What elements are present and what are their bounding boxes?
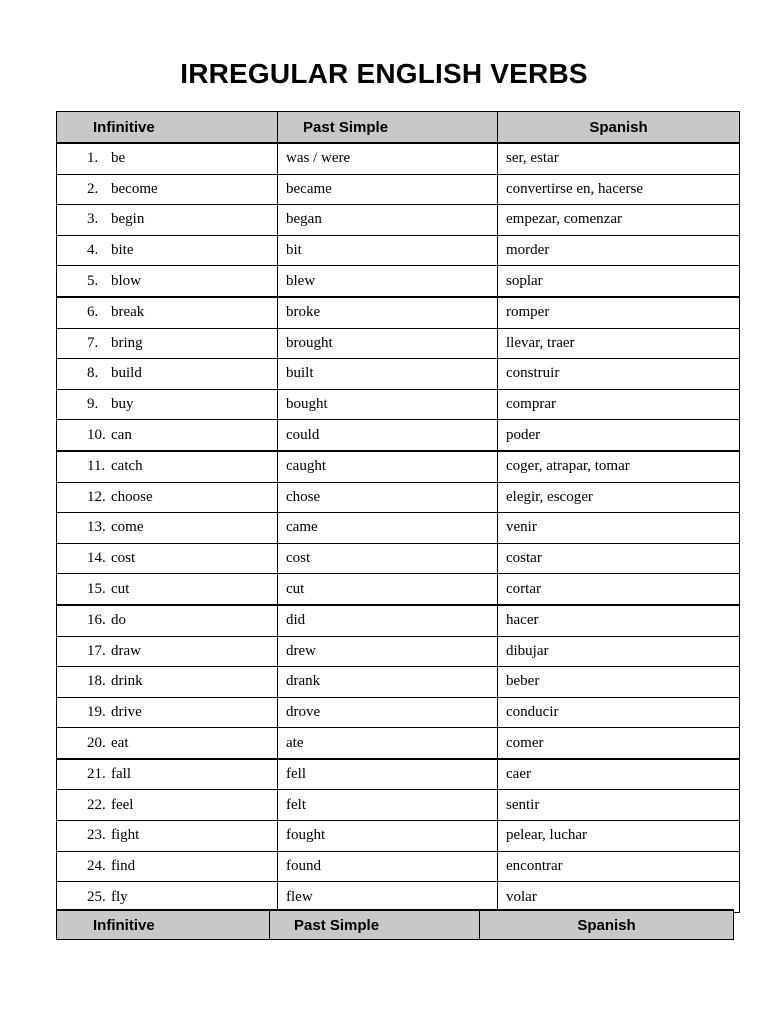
infinitive-cell <box>57 636 278 667</box>
infinitive-cell <box>57 605 278 636</box>
row-number: 18. <box>87 673 106 690</box>
infinitive-cell <box>57 359 278 390</box>
row-number: 19. <box>87 703 106 720</box>
past-simple-cell: fought <box>278 821 498 852</box>
row-number: 23. <box>87 827 106 844</box>
past-simple-cell: cost <box>278 543 498 574</box>
infinitive-text: come <box>111 519 144 536</box>
row-number: 7. <box>87 334 99 351</box>
infinitive-text: can <box>111 426 132 443</box>
row-number: 21. <box>87 766 106 783</box>
row-number: 22. <box>87 796 106 813</box>
infinitive-cell <box>57 821 278 852</box>
table-row <box>57 790 740 821</box>
table-row <box>57 728 740 759</box>
row-number: 6. <box>87 304 99 321</box>
spanish-cell: romper <box>498 297 740 328</box>
infinitive-text: buy <box>111 396 134 413</box>
row-number: 16. <box>87 612 106 629</box>
infinitive-cell <box>57 513 278 544</box>
spanish-cell: ser, estar <box>498 143 740 174</box>
table-row <box>57 759 740 790</box>
spanish-cell: pelear, luchar <box>498 821 740 852</box>
infinitive-cell <box>57 882 278 913</box>
past-simple-cell: caught <box>278 451 498 482</box>
infinitive-cell <box>57 574 278 605</box>
table-row <box>57 143 740 174</box>
table-row <box>57 266 740 297</box>
spanish-cell: coger, atrapar, tomar <box>498 451 740 482</box>
past-simple-cell: found <box>278 851 498 882</box>
row-number: 10. <box>87 426 106 443</box>
infinitive-text: catch <box>111 458 143 475</box>
row-number: 1. <box>87 150 99 167</box>
infinitive-cell <box>57 235 278 266</box>
past-simple-cell: did <box>278 605 498 636</box>
row-number: 20. <box>87 734 106 751</box>
infinitive-text: drink <box>111 673 143 690</box>
row-number: 5. <box>87 272 99 289</box>
infinitive-text: eat <box>111 734 129 751</box>
infinitive-cell <box>57 143 278 174</box>
infinitive-cell <box>57 451 278 482</box>
spanish-cell: morder <box>498 235 740 266</box>
column-header-spanish: Spanish <box>498 112 740 144</box>
column-header-past-simple: Past Simple <box>278 112 498 144</box>
infinitive-text: feel <box>111 796 134 813</box>
spanish-cell: soplar <box>498 266 740 297</box>
spanish-cell: cortar <box>498 574 740 605</box>
past-simple-cell: bit <box>278 235 498 266</box>
row-number: 9. <box>87 396 99 413</box>
table-row <box>57 482 740 513</box>
infinitive-text: become <box>111 180 158 197</box>
past-simple-cell: cut <box>278 574 498 605</box>
past-simple-cell: came <box>278 513 498 544</box>
infinitive-cell <box>57 420 278 451</box>
row-number: 8. <box>87 365 99 382</box>
infinitive-text: choose <box>111 488 153 505</box>
spanish-cell: poder <box>498 420 740 451</box>
past-simple-cell: fell <box>278 759 498 790</box>
spanish-cell: llevar, traer <box>498 328 740 359</box>
infinitive-text: fall <box>111 766 131 783</box>
infinitive-cell <box>57 697 278 728</box>
infinitive-text: cut <box>111 580 130 597</box>
past-simple-cell: drew <box>278 636 498 667</box>
infinitive-text: build <box>111 365 142 382</box>
table-row <box>57 205 740 236</box>
spanish-cell: conducir <box>498 697 740 728</box>
verbs-table <box>56 111 740 913</box>
table-body <box>57 143 740 912</box>
past-simple-cell: drove <box>278 697 498 728</box>
table-row <box>57 667 740 698</box>
spanish-cell: hacer <box>498 605 740 636</box>
past-simple-cell: broke <box>278 297 498 328</box>
row-number: 17. <box>87 642 106 659</box>
table-row <box>57 636 740 667</box>
past-simple-cell: brought <box>278 328 498 359</box>
footer-header-row <box>57 910 734 940</box>
infinitive-text: draw <box>111 642 141 659</box>
spanish-cell: convertirse en, hacerse <box>498 174 740 205</box>
infinitive-cell <box>57 266 278 297</box>
spanish-cell: encontrar <box>498 851 740 882</box>
table-row <box>57 882 740 913</box>
spanish-cell: caer <box>498 759 740 790</box>
spanish-cell: construir <box>498 359 740 390</box>
spanish-cell: venir <box>498 513 740 544</box>
past-simple-cell: chose <box>278 482 498 513</box>
past-simple-cell: bought <box>278 389 498 420</box>
table-row <box>57 297 740 328</box>
infinitive-text: do <box>111 612 126 629</box>
spanish-cell: comer <box>498 728 740 759</box>
infinitive-text: cost <box>111 550 136 567</box>
row-number: 15. <box>87 580 106 597</box>
past-simple-cell: flew <box>278 882 498 913</box>
table-row <box>57 389 740 420</box>
past-simple-cell: blew <box>278 266 498 297</box>
past-simple-cell: drank <box>278 667 498 698</box>
footer-header-table <box>56 909 734 940</box>
spanish-cell: elegir, escoger <box>498 482 740 513</box>
infinitive-text: be <box>111 150 126 167</box>
infinitive-text: drive <box>111 703 142 720</box>
row-number: 12. <box>87 488 106 505</box>
infinitive-text: break <box>111 304 145 321</box>
row-number: 25. <box>87 888 106 905</box>
table-row <box>57 359 740 390</box>
spanish-cell: sentir <box>498 790 740 821</box>
infinitive-cell <box>57 728 278 759</box>
infinitive-text: blow <box>111 272 141 289</box>
spanish-cell: empezar, comenzar <box>498 205 740 236</box>
infinitive-text: fly <box>111 888 128 905</box>
spanish-cell: comprar <box>498 389 740 420</box>
past-simple-cell: felt <box>278 790 498 821</box>
footer-header-spanish: Spanish <box>480 910 734 940</box>
table-row <box>57 697 740 728</box>
spanish-cell: dibujar <box>498 636 740 667</box>
page-title: IRREGULAR ENGLISH VERBS <box>180 58 588 89</box>
spanish-cell: beber <box>498 667 740 698</box>
column-header-infinitive: Infinitive <box>57 112 278 144</box>
row-number: 4. <box>87 242 99 259</box>
spanish-cell: volar <box>498 882 740 913</box>
infinitive-cell <box>57 790 278 821</box>
past-simple-cell: ate <box>278 728 498 759</box>
row-number: 3. <box>87 211 99 228</box>
table-row <box>57 574 740 605</box>
table-row <box>57 451 740 482</box>
table-row <box>57 235 740 266</box>
infinitive-text: bring <box>111 334 143 351</box>
infinitive-cell <box>57 389 278 420</box>
table-row <box>57 821 740 852</box>
past-simple-cell: began <box>278 205 498 236</box>
infinitive-cell <box>57 667 278 698</box>
table-header-row <box>57 112 740 144</box>
table-row <box>57 328 740 359</box>
row-number: 13. <box>87 519 106 536</box>
spanish-cell: costar <box>498 543 740 574</box>
table-row <box>57 605 740 636</box>
infinitive-cell <box>57 174 278 205</box>
table-row <box>57 513 740 544</box>
row-number: 2. <box>87 180 99 197</box>
infinitive-cell <box>57 759 278 790</box>
infinitive-text: find <box>111 857 136 874</box>
footer-header-past-simple: Past Simple <box>270 910 480 940</box>
infinitive-text: begin <box>111 211 145 228</box>
row-number: 14. <box>87 550 106 567</box>
infinitive-cell <box>57 851 278 882</box>
row-number: 11. <box>87 458 106 475</box>
infinitive-cell <box>57 543 278 574</box>
past-simple-cell: built <box>278 359 498 390</box>
infinitive-cell <box>57 297 278 328</box>
infinitive-cell <box>57 482 278 513</box>
past-simple-cell: could <box>278 420 498 451</box>
infinitive-cell <box>57 328 278 359</box>
footer-header-infinitive: Infinitive <box>57 910 270 940</box>
table-row <box>57 420 740 451</box>
table-row <box>57 543 740 574</box>
infinitive-text: bite <box>111 242 134 259</box>
past-simple-cell: was / were <box>278 143 498 174</box>
infinitive-cell <box>57 205 278 236</box>
infinitive-text: fight <box>111 827 140 844</box>
table-row <box>57 851 740 882</box>
past-simple-cell: became <box>278 174 498 205</box>
table-row <box>57 174 740 205</box>
row-number: 24. <box>87 857 106 874</box>
